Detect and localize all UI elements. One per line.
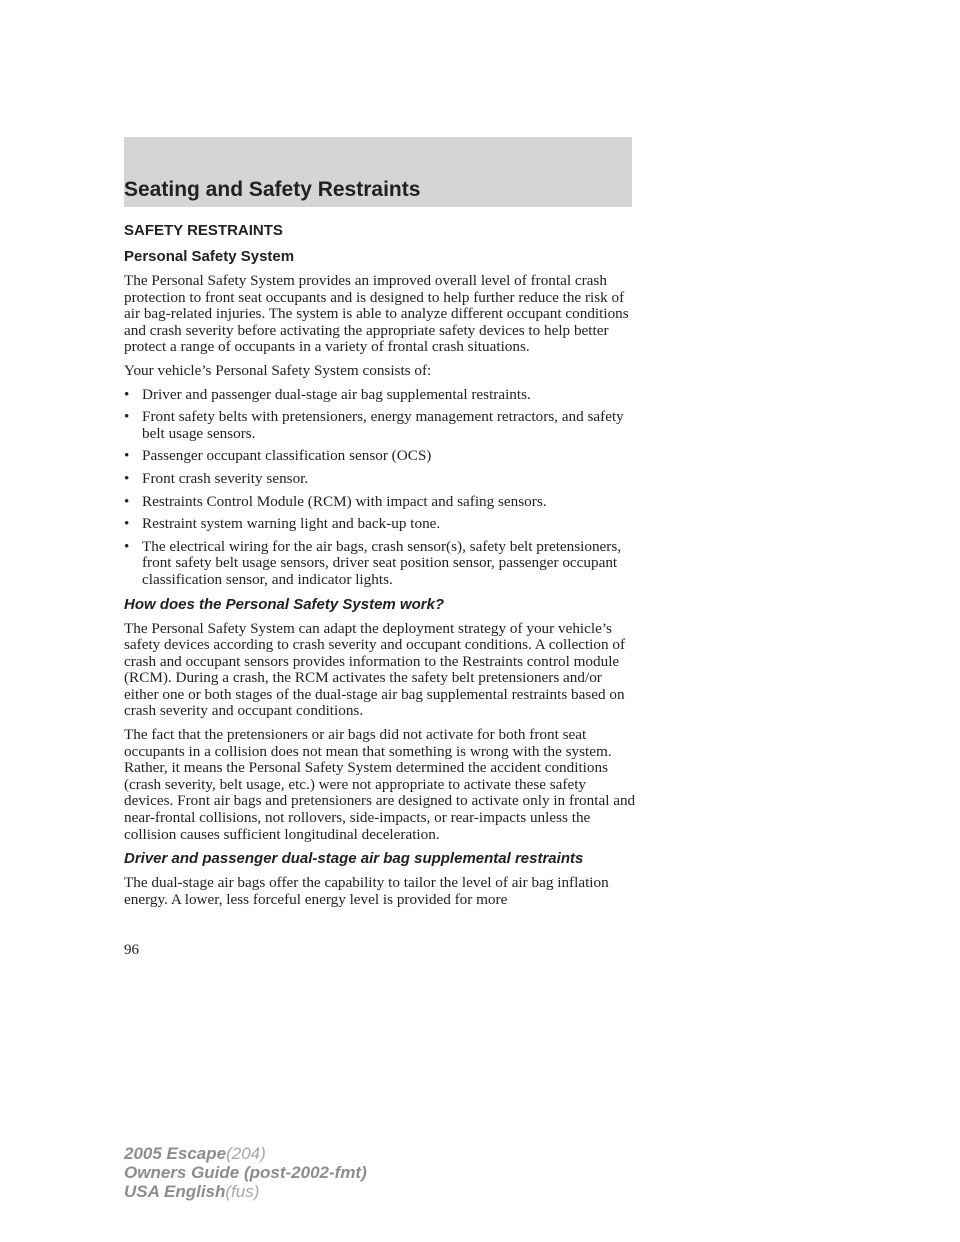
bullet-icon: • xyxy=(124,447,130,465)
footer-line-2 xyxy=(124,1163,367,1182)
components-list xyxy=(124,387,636,589)
bullet-icon: • xyxy=(124,469,130,487)
footer-language: USA English xyxy=(124,1182,226,1201)
dual-stage-heading: Driver and passenger dual-stage air bag supplemental restraints xyxy=(124,850,584,868)
section-title: SAFETY RESTRAINTS xyxy=(124,222,283,239)
intro-paragraph: The Personal Safety System provides an improved overall level of frontal crash protection to front seat occupants and is designed to help further reduce the risk of air bag-related injuries. The system is able to analyze different occupant conditions and crash severity before activating the appropriate safety devices to help better protect a range of occupants in a variety of frontal crash situations. xyxy=(124,272,629,356)
document-footer xyxy=(124,1144,367,1201)
question-heading: How does the Personal Safety System work? xyxy=(124,595,445,613)
list-item-text: Front safety belts with pretensioners, energy management retractors, and safety belt usage sensors. xyxy=(142,408,624,442)
list-item xyxy=(124,471,636,488)
list-item-text: Driver and passenger dual-stage air bag supplemental restraints. xyxy=(142,385,531,403)
bullet-icon: • xyxy=(124,515,130,533)
list-item-text: Passenger occupant classification sensor (OCS) xyxy=(142,447,432,465)
list-intro: Your vehicle’s Personal Safety System consists of: xyxy=(124,361,432,379)
list-item-text: The electrical wiring for the air bags, crash sensor(s), safety belt pretensioners, front safety belt usage sensors, driver seat position sensor, passenger occupant classification sensor, and indicator lights. xyxy=(142,537,622,588)
subsection-title: Personal Safety System xyxy=(124,248,295,265)
list-item xyxy=(124,448,636,465)
footer-line-3 xyxy=(124,1182,367,1201)
list-item xyxy=(124,409,636,442)
footer-guide-format: Owners Guide (post-2002-fmt) xyxy=(124,1163,367,1182)
list-item-text: Front crash severity sensor. xyxy=(142,469,309,487)
bullet-icon: • xyxy=(124,537,130,555)
list-item xyxy=(124,539,636,589)
footer-model-code: (204) xyxy=(226,1144,266,1163)
list-item-text: Restraints Control Module (RCM) with impact and safing sensors. xyxy=(142,492,547,510)
footer-line-1 xyxy=(124,1144,367,1163)
list-item xyxy=(124,387,636,404)
dual-stage-paragraph: The dual-stage air bags offer the capability to tailor the level of air bag inflation energy. A lower, less forceful energy level is provided for more xyxy=(124,874,609,908)
list-item xyxy=(124,516,636,533)
page-number: 96 xyxy=(124,942,139,958)
section-header-band xyxy=(124,137,632,207)
footer-language-code: (fus) xyxy=(225,1182,260,1201)
list-item xyxy=(124,494,636,511)
section-header-title: Seating and Safety Restraints xyxy=(124,178,421,201)
how-paragraph-2: The fact that the pretensioners or air bags did not activate for both front seat occupants in a collision does not mean that something is wrong with the system. Rather, it means the Personal Safety System determined the accident conditions (crash severity, belt usage, etc.) were not appropriate to activate these safety devices. Front air bags and pretensioners are designed to activate only in frontal and near-frontal collisions, not rollovers, side-impacts, or rear-impacts unless the collision causes sufficient longitudinal deceleration. xyxy=(124,726,636,843)
list-item-text: Restraint system warning light and back-up tone. xyxy=(142,515,441,533)
bullet-icon: • xyxy=(124,385,130,403)
bullet-icon: • xyxy=(124,492,130,510)
bullet-icon: • xyxy=(124,408,130,426)
page-content xyxy=(124,220,636,915)
how-paragraph-1: The Personal Safety System can adapt the deployment strategy of your vehicle’s safety devices according to crash severity and occupant conditions. A collection of crash and occupant sensors provides information to the Restraints control module (RCM). During a crash, the RCM activates the safety belt pretensioners and/or either one or both stages of the dual-stage air bag supplemental restraints based on crash severity and occupant conditions. xyxy=(124,619,626,720)
footer-model: 2005 Escape xyxy=(124,1144,227,1163)
